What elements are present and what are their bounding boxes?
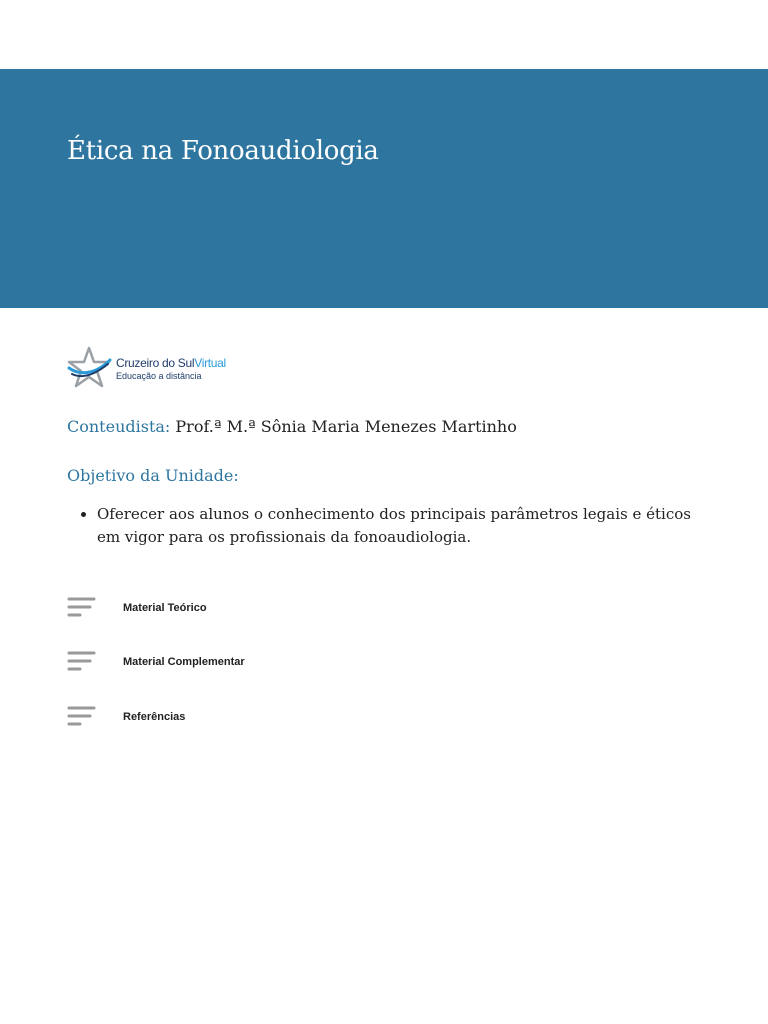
header-banner bbox=[0, 69, 768, 308]
lines-icon bbox=[66, 704, 98, 730]
nav-item-material-teorico[interactable] bbox=[66, 595, 326, 621]
list-item: • Oferecer aos alunos o conhecimento dos principais parâmetros legais e éticos em vigor para os profissionais da fonoaudiologia. bbox=[97, 503, 717, 549]
nav-item-label: Material Complementar bbox=[123, 656, 245, 668]
lines-icon bbox=[66, 595, 98, 621]
lines-icon bbox=[66, 649, 98, 675]
nav-item-label: Material Teórico bbox=[123, 602, 207, 614]
logo-tagline: Educação a distância bbox=[116, 371, 202, 381]
objective-heading: Objetivo da Unidade: bbox=[67, 466, 239, 485]
logo bbox=[66, 344, 236, 390]
nav-item-referencias[interactable] bbox=[66, 704, 326, 730]
logo-brand bbox=[116, 356, 226, 370]
author-label: Conteudista: bbox=[67, 417, 171, 436]
author-line bbox=[67, 416, 517, 438]
logo-brand-secondary: Virtual bbox=[194, 356, 226, 370]
author-name: Prof.ª M.ª Sônia Maria Menezes Martinho bbox=[175, 417, 517, 436]
nav-item-material-complementar[interactable] bbox=[66, 649, 326, 675]
star-logo-icon bbox=[66, 344, 112, 390]
nav-item-label: Referências bbox=[123, 711, 186, 723]
objective-list bbox=[80, 503, 717, 549]
page-title: Ética na Fonoaudiologia bbox=[67, 136, 379, 166]
logo-brand-primary: Cruzeiro do Sul bbox=[116, 356, 195, 370]
